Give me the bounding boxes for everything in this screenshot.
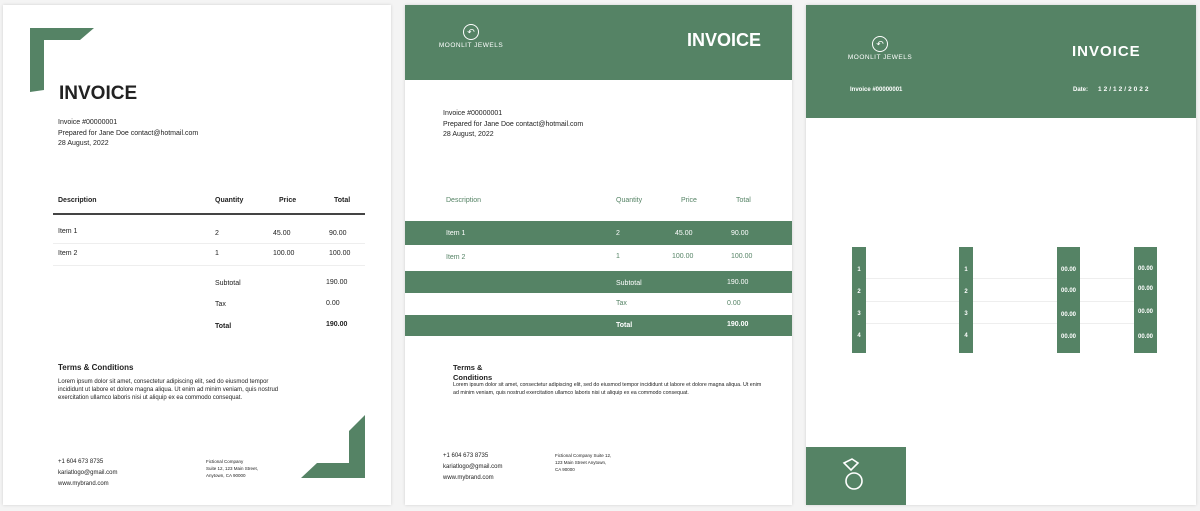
row1-desc: Item 1	[58, 228, 78, 235]
th-total: Total	[736, 197, 751, 204]
row1-qty: 2	[215, 230, 219, 237]
invoice-template-1[interactable]	[3, 5, 391, 505]
row1-total: 90.00	[731, 230, 749, 237]
row2-qty: 1	[215, 250, 219, 257]
website[interactable]: www.mybrand.com	[58, 481, 109, 487]
brand-logo: ↶ MOONLIT JEWELS	[844, 36, 916, 61]
row1-qty: 2	[616, 230, 620, 237]
th-price: Price	[279, 197, 297, 204]
brand-logo: ↶ MOONLIT JEWELS	[435, 24, 507, 49]
invoice-title: INVOICE	[687, 30, 762, 50]
invoice-number: Invoice #00000001	[58, 119, 118, 126]
address-line1: Fictional Company Suite 12,	[555, 453, 612, 458]
row2-total: 100.00	[329, 250, 351, 257]
invoice-number: Invoice #00000001	[443, 110, 503, 117]
terms-title-line1: Terms &	[453, 363, 483, 372]
moon-icon: ↶	[463, 24, 479, 40]
row2-desc: Item 2	[58, 250, 78, 257]
total-value: 190.00	[326, 321, 348, 328]
header-band	[806, 5, 1196, 118]
email[interactable]: kariatlogo@gmail.com	[443, 464, 503, 470]
column-1: 1 2 3 4	[852, 247, 866, 353]
tax-label: Tax	[616, 300, 627, 307]
prepared-for: Prepared for Jane Doe contact@hotmail.com	[58, 129, 199, 137]
subtotal-value: 190.00	[326, 279, 348, 286]
row1-total: 90.00	[329, 230, 347, 237]
row2-price: 100.00	[273, 250, 295, 257]
invoice-date: 28 August, 2022	[58, 140, 109, 147]
th-quantity: Quantity	[215, 197, 244, 204]
website[interactable]: www.mybrand.com	[443, 475, 494, 481]
footer-box	[806, 447, 906, 505]
row1-price: 45.00	[675, 230, 693, 237]
row1-price: 45.00	[273, 230, 291, 237]
invoice-title: INVOICE	[1072, 43, 1141, 60]
address-line2: Suite 12, 123 Main Street,	[206, 466, 259, 471]
invoice-template-2[interactable]	[405, 5, 792, 505]
terms-body: Lorem ipsum dolor sit amet, consectetur adipiscing elit, sed do eiusmod tempor incididunt ut labore et dolore magna aliqua. Ut enim ad minim veniam, quis nostrud exercitation ullamco laboris nisi ut aliquip ex ea commodo consequat.	[58, 379, 279, 401]
column-3: 00.00 00.00 00.00 00.00	[1057, 247, 1080, 353]
phone: +1 604 673 8735	[443, 453, 489, 459]
subtotal-label: Subtotal	[616, 280, 642, 287]
date-value: 12/12/2022	[1098, 86, 1151, 93]
corner-decoration-bottom	[301, 415, 367, 480]
row1-desc: Item 1	[446, 230, 466, 237]
row2-qty: 1	[616, 253, 620, 260]
subtotal-value: 190.00	[727, 279, 749, 286]
row2-price: 100.00	[672, 253, 694, 260]
th-description: Description	[446, 197, 482, 204]
diamond-ring-icon	[834, 457, 874, 497]
address-line3: CA 90000	[555, 467, 575, 472]
column-4: 00.00 00.00 00.00 00.00	[1134, 247, 1157, 353]
th-total: Total	[334, 197, 351, 204]
phone: +1 604 673 8735	[58, 459, 104, 465]
prepared-for: Prepared for Jane Doe contact@hotmail.com	[443, 120, 584, 128]
column-2: 1 2 3 4	[959, 247, 973, 353]
total-value: 190.00	[727, 321, 749, 328]
invoice-date: 28 August, 2022	[443, 131, 494, 138]
address-line3: Anytown, CA 90000	[206, 473, 246, 478]
tax-label: Tax	[215, 301, 226, 308]
tax-value: 0.00	[326, 300, 340, 307]
invoice-title: INVOICE	[59, 83, 138, 104]
invoice-template-3[interactable]	[806, 5, 1196, 505]
row2-total: 100.00	[731, 253, 753, 260]
th-description: Description	[58, 197, 97, 204]
th-price: Price	[681, 197, 697, 204]
address-line2: 123 Main Street Anytown,	[555, 460, 607, 465]
terms-title-line2: Conditions	[453, 373, 493, 382]
tax-value: 0.00	[727, 300, 741, 307]
moon-icon: ↶	[872, 36, 888, 52]
email[interactable]: kariatlogo@gmail.com	[58, 470, 118, 476]
total-label: Total	[215, 323, 232, 330]
address-line1: Fictional Company	[206, 459, 244, 464]
row2-desc: Item 2	[446, 254, 466, 261]
subtotal-label: Subtotal	[215, 280, 241, 287]
total-label: Total	[616, 322, 633, 329]
terms-body: Lorem ipsum dolor sit amet, consectetur adipiscing elit, sed do eiusmod tempor incididunt ut labore et dolore magna aliqua. Ut enim ad minim veniam, quis nostrud exercitation ullamco laboris nisi ut aliquip ex ea commodo consequat.	[453, 382, 762, 396]
header-divider	[53, 213, 365, 215]
terms-title: Terms & Conditions	[58, 363, 134, 372]
th-quantity: Quantity	[616, 197, 643, 204]
date-label: Date:	[1073, 87, 1089, 93]
invoice-number: Invoice #00000001	[850, 87, 903, 93]
